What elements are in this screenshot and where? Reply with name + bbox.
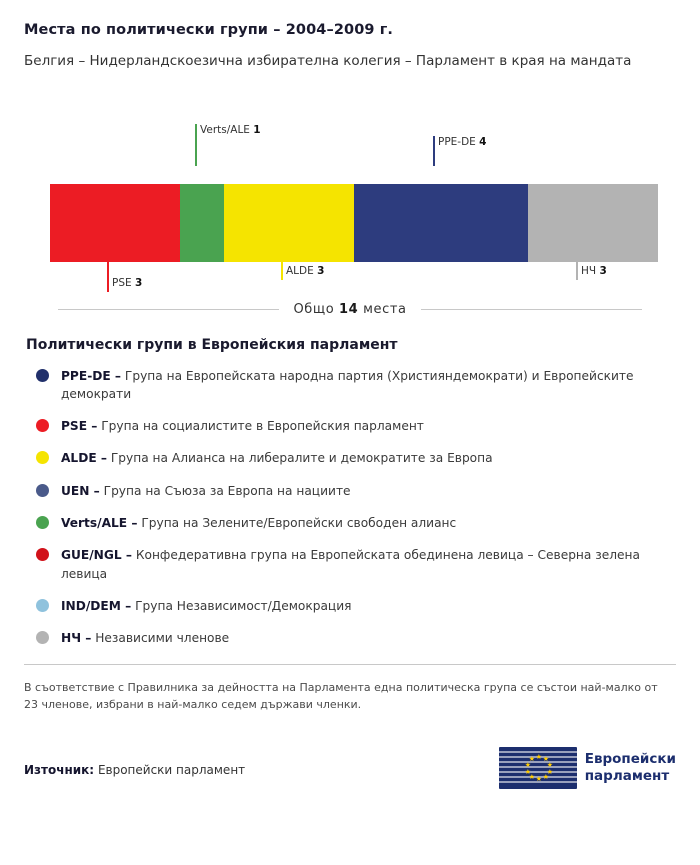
legend-item-desc: Група на Съюза за Европа на нациите: [103, 483, 351, 498]
callout-verts-ale-value: 1: [253, 123, 261, 136]
legend-item-ppe-de: [28, 367, 676, 404]
legend-item-verts-ale: [28, 514, 676, 532]
callout-nch: [581, 265, 607, 277]
color-swatch-icon: [36, 369, 49, 382]
callout-ppe-de-name: PPE-DE: [438, 135, 476, 148]
color-swatch-icon: [36, 419, 49, 432]
legend-item-text: [61, 597, 351, 615]
legend-item-text: [61, 367, 671, 404]
legend-title: Политически групи в Европейския парламент: [26, 336, 398, 353]
legend-item-abbr: GUE/NGL –: [61, 548, 132, 563]
source-value: Европейски парламент: [97, 762, 246, 777]
legend-item-abbr: НЧ –: [61, 631, 92, 646]
legend-item-abbr: PPE-DE –: [61, 368, 122, 383]
legend-item-nch: [28, 629, 676, 647]
page-subtitle: Белгия – Нидерландскоезична избирателна колегия – Парламент в края на мандата: [24, 53, 632, 69]
legend-item-text: [61, 482, 351, 500]
total-value: 14: [339, 301, 359, 317]
eu-stars-icon: ★ ★ ★ ★ ★ ★ ★ ★ ★ ★: [524, 752, 553, 783]
divider-left: [58, 309, 279, 310]
european-parliament-logo: [499, 747, 676, 789]
callout-ppe-de: [438, 136, 486, 148]
footnote-text: В съответствие с Правилника за дейността на Парламента една политическа група се състои най-малко от 23 членове, избрани в най-малко седем държави членки.: [24, 680, 658, 711]
legend-item-desc: Група Независимост/Демокрация: [135, 598, 352, 613]
legend-item-desc: Група на Европейската народна партия (Християндемократи) и Европейските демократи: [61, 368, 634, 401]
callout-alde-value: 3: [317, 264, 325, 277]
divider-right: [421, 309, 642, 310]
color-swatch-icon: [36, 599, 49, 612]
callout-verts-ale-name: Verts/ALE: [200, 123, 250, 136]
tick-ppe-de: [433, 136, 435, 166]
legend-item-desc: Група на Зелените/Европейски свободен алианс: [141, 516, 457, 531]
color-swatch-icon: [36, 516, 49, 529]
callout-alde: [286, 265, 324, 277]
callout-alde-name: ALDE: [286, 264, 314, 277]
ep-flag-icon: [499, 747, 577, 789]
color-swatch-icon: [36, 484, 49, 497]
legend-item-desc: Независими членове: [95, 631, 230, 646]
callout-pse-name: PSE: [112, 276, 132, 289]
bar-segment-alde: [224, 184, 354, 262]
legend-list: [24, 367, 676, 648]
tick-nch: [576, 262, 578, 280]
source-label: Източник:: [24, 762, 95, 777]
bar-segment-ppe-de: [354, 184, 528, 262]
legend-item-alde: [28, 449, 676, 467]
callout-pse-value: 3: [134, 276, 143, 289]
legend-item-text: [61, 514, 456, 532]
total-seats-label: [279, 302, 420, 317]
color-swatch-icon: [36, 451, 49, 464]
ep-logo-line1: Европейски: [584, 750, 676, 767]
page-title: Места по политически групи – 2004–2009 г.: [24, 22, 394, 38]
source-credit: [24, 763, 245, 777]
legend-item-gue-ngl: [28, 546, 676, 583]
legend-item-uen: [28, 482, 676, 500]
total-suffix: места: [363, 301, 407, 317]
tick-pse: [107, 262, 109, 292]
infographic-page: [0, 22, 700, 865]
legend-item-text: [61, 449, 493, 467]
legend-item-desc: Група на Алианса на либералите и демократите за Европа: [110, 451, 493, 466]
legend-item-abbr: UEN –: [61, 483, 100, 498]
bar-segment-nch: [528, 184, 658, 262]
ep-logo-text: [585, 751, 676, 785]
bar-segment-verts-ale: [180, 184, 223, 262]
footer-divider: [24, 664, 676, 665]
callout-ppe-de-value: 4: [479, 135, 487, 148]
legend-item-desc: Група на социалистите в Европейския парламент: [101, 419, 424, 434]
legend-item-abbr: IND/DEM –: [61, 598, 132, 613]
tick-alde: [281, 262, 283, 280]
callout-nch-value: 3: [599, 264, 607, 277]
seats-bar-chart: [24, 123, 676, 289]
bar-segment-pse: [50, 184, 180, 262]
legend-item-abbr: PSE –: [61, 419, 98, 434]
legend-item-ind-dem: [28, 597, 676, 615]
legend-item-abbr: ALDE –: [61, 451, 107, 466]
callout-pse: [112, 277, 142, 289]
footer-row: [24, 747, 676, 793]
stacked-bar: [50, 184, 658, 262]
legend-item-abbr: Verts/ALE –: [61, 516, 138, 531]
legend-item-text: [61, 546, 671, 583]
callout-verts-ale: [200, 124, 261, 136]
total-seats-row: [24, 302, 676, 317]
legend-item-text: [61, 417, 424, 435]
legend-item-text: [61, 629, 229, 647]
total-prefix: Общо: [293, 301, 335, 317]
ep-logo-line2: парламент: [584, 767, 670, 784]
tick-verts-ale: [195, 124, 197, 166]
legend-item-pse: [28, 417, 676, 435]
legend-item-desc: Конфедеративна група на Европейската обединена левица – Северна зелена левица: [61, 548, 640, 581]
color-swatch-icon: [36, 548, 49, 561]
callout-nch-name: НЧ: [581, 264, 597, 277]
color-swatch-icon: [36, 631, 49, 644]
